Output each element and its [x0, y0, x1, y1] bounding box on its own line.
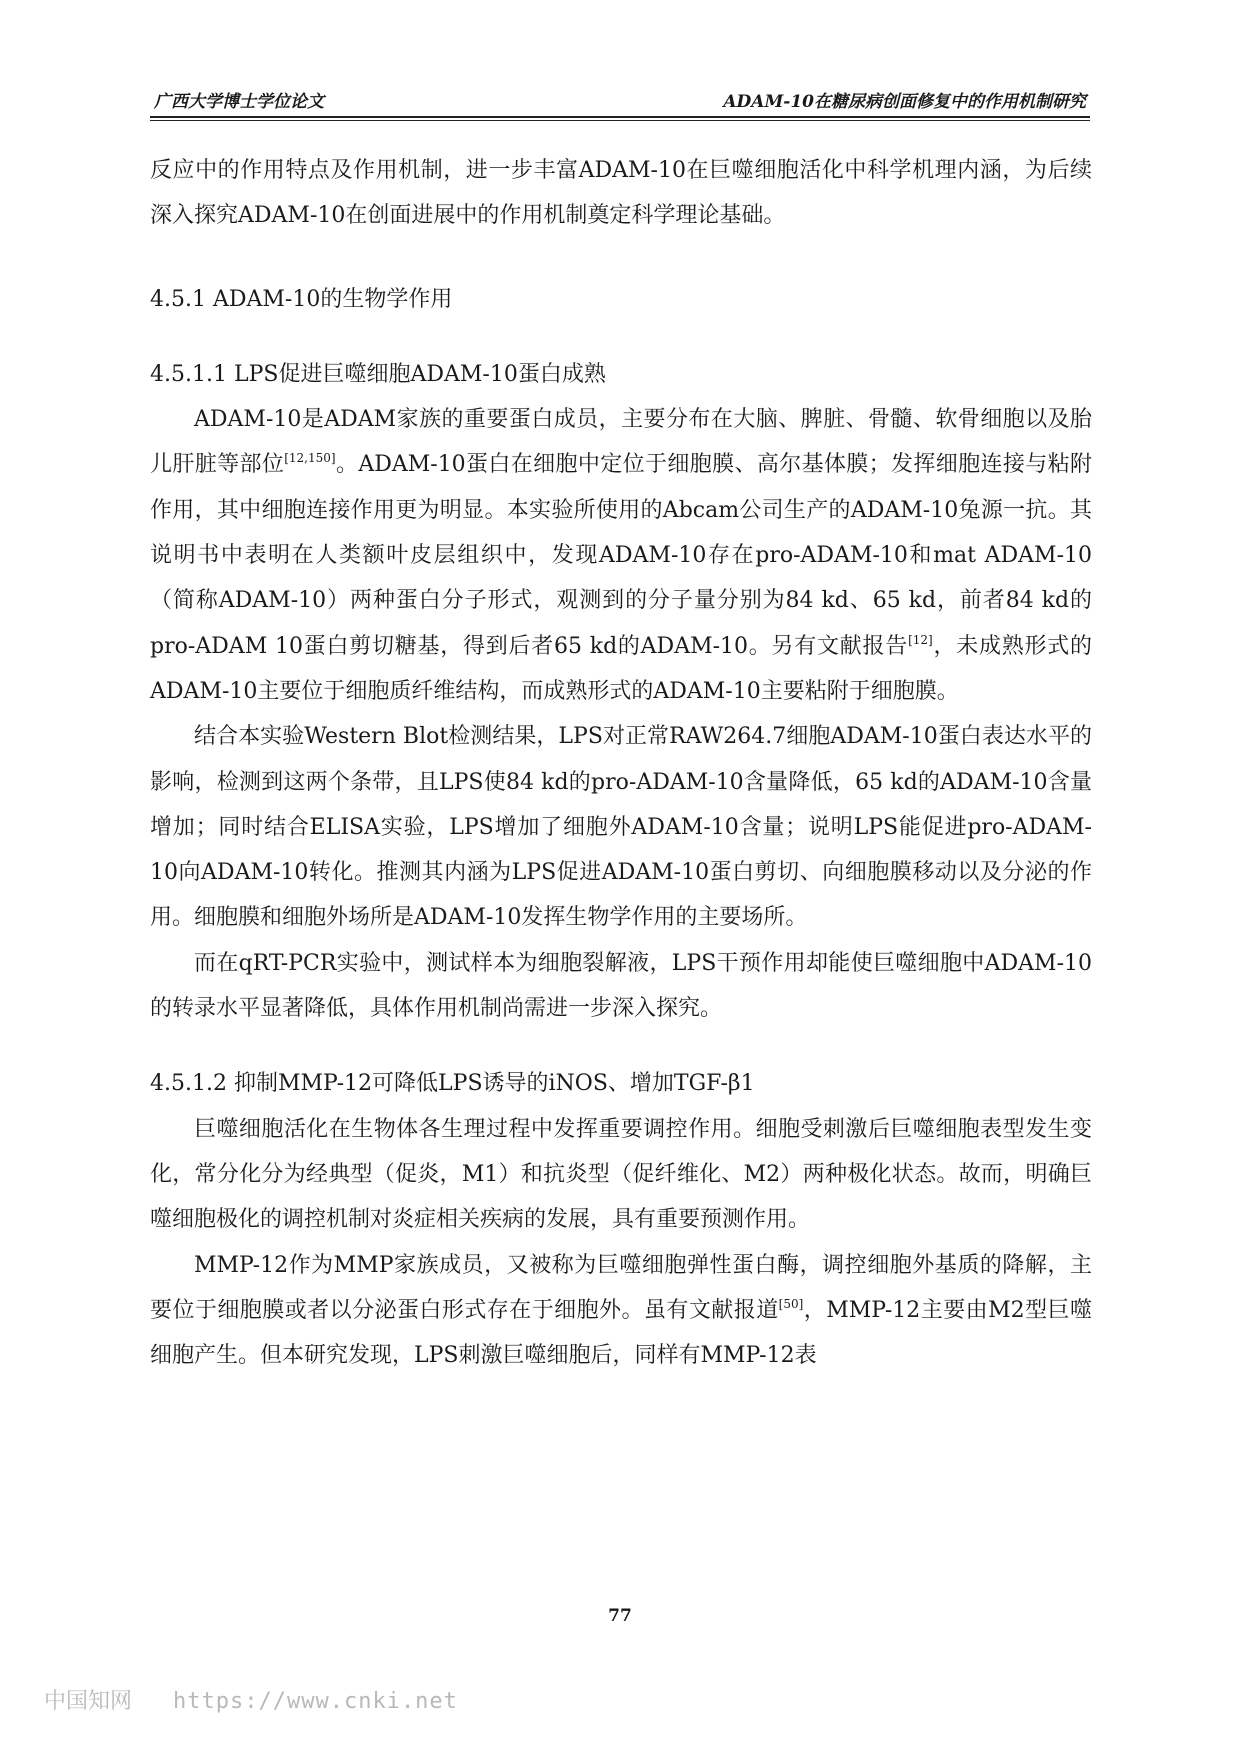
citation: [12] [908, 632, 933, 647]
paragraph-text: ，MMP-12主要由M2型巨噬细胞产生。但本研究发现，LPS刺激巨噬细胞后，同样有MMP-12表 [150, 1297, 1092, 1369]
header-chapter-title: ADAM-10在糖尿病创面修复中的作用机制研究 [723, 92, 1086, 112]
paragraph-western-blot: 结合本实验Western Blot检测结果，LPS对正常RAW264.7细胞ADAM-10蛋白表达水平的影响，检测到这两个条带，且LPS使84 kd的pro-ADAM-10含量降低，65 kd的ADAM-10含量增加；同时结合ELISA实验，LPS增加了细胞外ADAM-10含量；说明LPS能促进pro-ADAM-10向ADAM-10转化。推测其内涵为LPS促进ADAM-10蛋白剪切、向细胞膜移动以及分泌的作用。细胞膜和细胞外场所是ADAM-10发挥生物学作用的主要场所。 [150, 724, 1092, 931]
cnki-watermark [44, 1684, 458, 1715]
watermark-url: https://www.cnki.net [173, 1689, 458, 1714]
header-rule [150, 120, 1090, 121]
paragraph-macrophage-activation: 巨噬细胞活化在生物体各生理过程中发挥重要调控作用。细胞受刺激后巨噬细胞表型发生变化，常分化分为经典型（促炎，M1）和抗炎型（促纤维化、M2）两种极化状态。故而，明确巨噬细胞极化的调控机制对炎症相关疾病的发展，具有重要预测作用。 [150, 1116, 1092, 1233]
page-number: 77 [608, 1606, 632, 1626]
section-heading-4-5-1-2: 4.5.1.2 抑制MMP-12可降低LPS诱导的iNOS、增加TGF-β1 [150, 1071, 755, 1097]
citation: [12,150] [284, 451, 336, 466]
paragraph-qrt-pcr: 而在qRT-PCR实验中，测试样本为细胞裂解液，LPS干预作用却能使巨噬细胞中ADAM-10的转录水平显著降低，具体作用机制尚需进一步深入探究。 [150, 950, 1092, 1022]
header-thesis-title: 广西大学博士学位论文 [154, 92, 324, 112]
citation: [50] [778, 1296, 804, 1311]
page-body [150, 148, 1092, 1378]
paragraph-text: ADAM-10是ADAM家族的重要蛋白成员，主要分布在大脑、脾脏、骨髓、软骨细胞以及胎儿肝脏等部位 [150, 407, 1092, 478]
intro-paragraph: 反应中的作用特点及作用机制，进一步丰富ADAM-10在巨噬细胞活化中科学机理内涵，为后续深入探究ADAM-10在创面进展中的作用机制奠定科学理论基础。 [150, 158, 1092, 229]
section-heading-4-5-1-1: 4.5.1.1 LPS促进巨噬细胞ADAM-10蛋白成熟 [150, 361, 606, 387]
paragraph-text: 。ADAM-10蛋白在细胞中定位于细胞膜、高尔基体膜；发挥细胞连接与粘附作用，其中细胞连接作用更为明显。本实验所使用的Abcam公司生产的ADAM-10兔源一抗。其说明书中表明在人类额叶皮层组织中，发现ADAM-10存在pro-ADAM-10和mat ADAM-10（简称ADAM-10）两种蛋白分子形式，观测到的分子量分别为84 kd、65 kd，前者84 kd的pro-ADAM 10蛋白剪切糖基，得到后者65 kd的ADAM-10。另有文献报告 [150, 452, 1092, 659]
paragraph-adam10-intro [150, 397, 1092, 714]
paragraph-mmp12 [150, 1243, 1092, 1379]
paragraph-text: MMP-12作为MMP家族成员，又被称为巨噬细胞弹性蛋白酶，调控细胞外基质的降解，主要位于细胞膜或者以分泌蛋白形式存在于细胞外。虽有文献报道 [150, 1252, 1092, 1323]
section-heading-4-5-1: 4.5.1 ADAM-10的生物学作用 [150, 286, 453, 312]
paragraph-text: ，未成熟形式的ADAM-10主要位于细胞质纤维结构，而成熟形式的ADAM-10主要粘附于细胞膜。 [150, 633, 1092, 704]
running-header [150, 86, 1090, 118]
watermark-brand: 中国知网 [44, 1689, 133, 1714]
